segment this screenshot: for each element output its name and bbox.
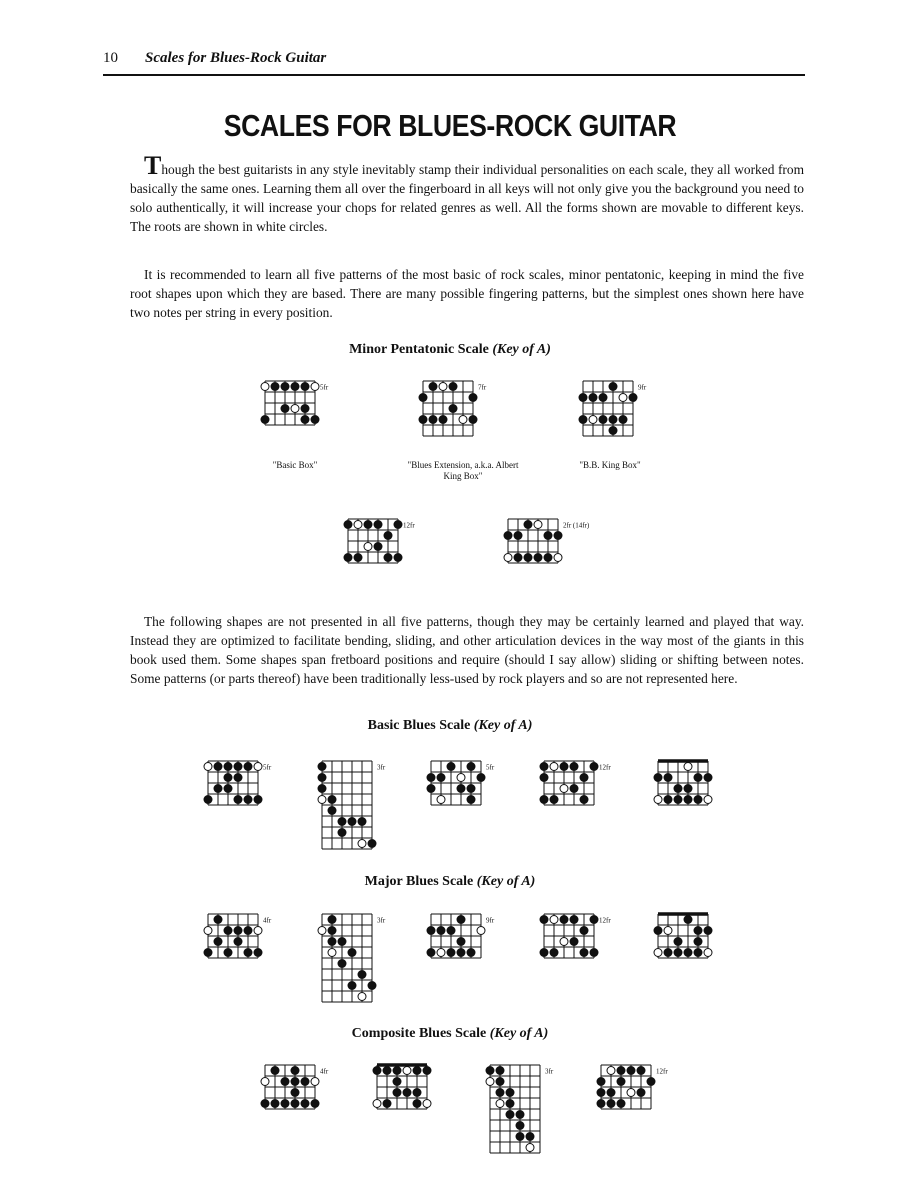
section-name: Minor Pentatonic Scale <box>349 342 493 357</box>
root-note-dot <box>254 763 262 771</box>
scale-note-dot <box>664 796 672 804</box>
scale-note-dot <box>374 543 382 551</box>
scale-note-dot <box>674 938 682 946</box>
drop-cap: T <box>144 151 162 180</box>
root-note-dot <box>607 1067 615 1075</box>
scale-note-dot <box>609 383 617 391</box>
scale-note-dot <box>540 774 548 782</box>
scale-note-dot <box>368 982 376 990</box>
scale-note-dot <box>437 774 445 782</box>
scale-note-dot <box>684 785 692 793</box>
root-note-dot <box>486 1078 494 1086</box>
scale-note-dot <box>413 1100 421 1108</box>
scale-note-dot <box>637 1067 645 1075</box>
root-note-dot <box>654 796 662 804</box>
scale-note-dot <box>579 394 587 402</box>
chord-diagram-comp4 <box>596 1060 698 1114</box>
scale-note-dot <box>467 796 475 804</box>
scale-note-dot <box>540 763 548 771</box>
root-note-dot <box>311 383 319 391</box>
scale-note-dot <box>291 1067 299 1075</box>
root-note-dot <box>291 405 299 413</box>
scale-note-dot <box>496 1078 504 1086</box>
scale-note-dot <box>526 1133 534 1141</box>
scale-note-dot <box>617 1078 625 1086</box>
scale-note-dot <box>427 785 435 793</box>
scale-note-dot <box>384 554 392 562</box>
scale-note-dot <box>654 774 662 782</box>
root-note-dot <box>704 796 712 804</box>
scale-note-dot <box>580 774 588 782</box>
scale-note-dot <box>516 1133 524 1141</box>
scale-note-dot <box>338 829 346 837</box>
page-title: SCALES FOR BLUES-ROCK GUITAR <box>223 108 677 143</box>
root-note-dot <box>403 1067 411 1075</box>
fret-position-label: 4fr <box>320 1067 329 1076</box>
scale-note-dot <box>469 394 477 402</box>
scale-note-dot <box>419 394 427 402</box>
scale-note-dot <box>654 927 662 935</box>
scale-note-dot <box>524 521 532 529</box>
root-note-dot <box>457 774 465 782</box>
scale-note-dot <box>647 1078 655 1086</box>
scale-note-dot <box>674 796 682 804</box>
scale-note-dot <box>617 1100 625 1108</box>
scale-note-dot <box>383 1100 391 1108</box>
scale-note-dot <box>328 916 336 924</box>
scale-note-dot <box>358 971 366 979</box>
scale-note-dot <box>413 1067 421 1075</box>
scale-note-dot <box>271 1067 279 1075</box>
scale-note-dot <box>301 1100 309 1108</box>
scale-note-dot <box>429 383 437 391</box>
scale-note-dot <box>597 1078 605 1086</box>
root-note-dot <box>654 949 662 957</box>
scale-note-dot <box>534 554 542 562</box>
scale-note-dot <box>224 949 232 957</box>
scale-note-dot <box>449 383 457 391</box>
fret-position-label: 9fr <box>486 916 495 925</box>
scale-note-dot <box>364 521 372 529</box>
root-note-dot <box>358 993 366 1001</box>
chord-diagram-major2 <box>317 909 419 1007</box>
chord-diagram-comp2 <box>372 1060 474 1114</box>
root-note-dot <box>619 394 627 402</box>
scale-note-dot <box>664 949 672 957</box>
scale-note-dot <box>348 982 356 990</box>
scale-note-dot <box>311 416 319 424</box>
scale-note-dot <box>419 416 427 424</box>
scale-note-dot <box>544 532 552 540</box>
scale-note-dot <box>244 763 252 771</box>
scale-note-dot <box>204 796 212 804</box>
scale-note-dot <box>449 405 457 413</box>
scale-note-dot <box>338 818 346 826</box>
chord-diagram-comp3 <box>485 1060 587 1158</box>
scale-note-dot <box>664 774 672 782</box>
scale-note-dot <box>597 1089 605 1097</box>
scale-note-dot <box>570 763 578 771</box>
scale-note-dot <box>254 796 262 804</box>
chord-diagram-comp1 <box>260 1060 362 1114</box>
section-key: (Key of A) <box>492 342 551 357</box>
caption-albert-king-box: "Blues Extension, a.k.a. Albert King Box" <box>407 460 519 481</box>
fret-position-label: 3fr <box>545 1067 554 1076</box>
scale-note-dot <box>291 1089 299 1097</box>
root-note-dot <box>204 927 212 935</box>
chord-diagram-pent4 <box>343 514 445 568</box>
scale-note-dot <box>427 949 435 957</box>
scale-note-dot <box>619 416 627 424</box>
scale-note-dot <box>477 774 485 782</box>
root-note-dot <box>364 543 372 551</box>
scale-note-dot <box>338 960 346 968</box>
section-name: Major Blues Scale <box>364 874 477 889</box>
scale-note-dot <box>704 774 712 782</box>
scale-note-dot <box>550 949 558 957</box>
root-note-dot <box>437 796 445 804</box>
root-note-dot <box>684 763 692 771</box>
scale-note-dot <box>597 1100 605 1108</box>
scale-note-dot <box>427 774 435 782</box>
root-note-dot <box>358 840 366 848</box>
root-note-dot <box>318 927 326 935</box>
root-note-dot <box>373 1100 381 1108</box>
scale-note-dot <box>550 796 558 804</box>
scale-note-dot <box>291 383 299 391</box>
scale-note-dot <box>328 796 336 804</box>
scale-note-dot <box>348 949 356 957</box>
scale-note-dot <box>214 916 222 924</box>
scale-note-dot <box>629 394 637 402</box>
scale-note-dot <box>514 532 522 540</box>
chord-diagram-basic4 <box>539 756 641 810</box>
chord-diagram-major3 <box>426 909 528 963</box>
scale-note-dot <box>301 1078 309 1086</box>
fret-position-label: 12fr <box>656 1067 668 1076</box>
root-note-dot <box>261 1078 269 1086</box>
scale-note-dot <box>394 554 402 562</box>
page-number: 10 <box>103 50 118 66</box>
root-note-dot <box>328 949 336 957</box>
scale-note-dot <box>694 949 702 957</box>
scale-note-dot <box>580 796 588 804</box>
chord-diagram-major4 <box>539 909 641 963</box>
scale-note-dot <box>637 1089 645 1097</box>
scale-note-dot <box>506 1089 514 1097</box>
scale-note-dot <box>384 532 392 540</box>
scale-note-dot <box>439 416 447 424</box>
root-note-dot <box>477 927 485 935</box>
root-note-dot <box>560 785 568 793</box>
scale-note-dot <box>617 1067 625 1075</box>
scale-note-dot <box>486 1067 494 1075</box>
chord-diagram-pent3 <box>578 376 680 441</box>
scale-note-dot <box>214 785 222 793</box>
scale-note-dot <box>447 763 455 771</box>
caption-basic-box: "Basic Box" <box>272 460 318 470</box>
scale-note-dot <box>291 1078 299 1086</box>
root-note-dot <box>254 927 262 935</box>
fret-position-label: 12fr <box>599 763 611 772</box>
fret-position-label: 5fr <box>320 383 329 392</box>
chord-diagram-basic2 <box>317 756 419 854</box>
section-title-major-blues <box>0 874 900 890</box>
section-key: (Key of A) <box>473 718 533 733</box>
scale-note-dot <box>504 532 512 540</box>
scale-note-dot <box>261 1100 269 1108</box>
scale-note-dot <box>318 774 326 782</box>
scale-note-dot <box>291 1100 299 1108</box>
scale-note-dot <box>271 383 279 391</box>
root-note-dot <box>704 949 712 957</box>
scale-note-dot <box>589 394 597 402</box>
scale-note-dot <box>599 416 607 424</box>
scale-note-dot <box>271 1100 279 1108</box>
fret-position-label: 7fr <box>478 383 487 392</box>
root-note-dot <box>437 949 445 957</box>
section-key: (Key of A) <box>476 874 536 889</box>
scale-note-dot <box>540 916 548 924</box>
scale-note-dot <box>261 416 269 424</box>
scale-note-dot <box>684 916 692 924</box>
scale-note-dot <box>447 949 455 957</box>
scale-note-dot <box>254 949 262 957</box>
scale-note-dot <box>467 949 475 957</box>
intro-paragraph-1-text: hough the best guitarists in any style inevitably stamp their individual personalities on each scale, they all worked from basically the same ones. Learning them all over the fingerboard in all keys will not only give you the background you need to solo authentically, it will increase your chops for related genres as well. All the forms shown are movable to different keys. The roots are shown in white circles. <box>130 162 804 234</box>
fret-position-label: 4fr <box>263 916 272 925</box>
scale-note-dot <box>580 927 588 935</box>
fret-position-label: 5fr <box>486 763 495 772</box>
chord-diagram-basic3 <box>426 756 528 810</box>
section-title-composite-blues <box>0 1026 900 1042</box>
scale-note-dot <box>694 938 702 946</box>
scale-note-dot <box>393 1067 401 1075</box>
scale-note-dot <box>469 416 477 424</box>
scale-note-dot <box>368 840 376 848</box>
scale-note-dot <box>234 763 242 771</box>
scale-note-dot <box>348 818 356 826</box>
root-note-dot <box>554 554 562 562</box>
scale-note-dot <box>579 416 587 424</box>
scale-note-dot <box>570 785 578 793</box>
scale-note-dot <box>496 1089 504 1097</box>
scale-note-dot <box>560 763 568 771</box>
root-note-dot <box>560 938 568 946</box>
scale-note-dot <box>224 763 232 771</box>
scale-note-dot <box>516 1122 524 1130</box>
caption-bb-king-box: "B.B. King Box" <box>579 460 641 470</box>
section-title-minor-pentatonic <box>0 342 900 358</box>
chord-diagram-basic5 <box>653 756 755 810</box>
fret-position-label: 3fr <box>377 916 386 925</box>
scale-note-dot <box>373 1067 381 1075</box>
scale-note-dot <box>607 1089 615 1097</box>
scale-note-dot <box>447 927 455 935</box>
scale-note-dot <box>694 796 702 804</box>
root-note-dot <box>534 521 542 529</box>
chord-diagram-pent5 <box>503 514 605 568</box>
scale-note-dot <box>437 927 445 935</box>
scale-note-dot <box>457 785 465 793</box>
root-note-dot <box>423 1100 431 1108</box>
scale-note-dot <box>514 554 522 562</box>
root-note-dot <box>459 416 467 424</box>
scale-note-dot <box>560 916 568 924</box>
root-note-dot <box>550 763 558 771</box>
fret-position-label: 3fr <box>377 763 386 772</box>
running-head <box>103 50 805 76</box>
scale-note-dot <box>457 938 465 946</box>
section-name: Composite Blues Scale <box>351 1026 490 1041</box>
scale-note-dot <box>570 916 578 924</box>
scale-note-dot <box>704 927 712 935</box>
scale-note-dot <box>204 949 212 957</box>
scale-note-dot <box>311 1100 319 1108</box>
scale-note-dot <box>423 1067 431 1075</box>
scale-note-dot <box>580 949 588 957</box>
scale-note-dot <box>281 1078 289 1086</box>
scale-note-dot <box>413 1089 421 1097</box>
fret-position-label: 2fr (14fr) <box>563 521 590 530</box>
scale-note-dot <box>590 763 598 771</box>
scale-note-dot <box>301 405 309 413</box>
fret-position-label: 5fr <box>263 763 272 772</box>
scale-note-dot <box>281 1100 289 1108</box>
scale-note-dot <box>694 774 702 782</box>
scale-note-dot <box>506 1111 514 1119</box>
root-note-dot <box>354 521 362 529</box>
scale-note-dot <box>234 927 242 935</box>
fret-position-label: 9fr <box>638 383 647 392</box>
scale-note-dot <box>281 405 289 413</box>
scale-note-dot <box>214 938 222 946</box>
scale-note-dot <box>609 427 617 435</box>
scale-note-dot <box>244 949 252 957</box>
scale-note-dot <box>301 416 309 424</box>
scale-note-dot <box>570 938 578 946</box>
scale-note-dot <box>674 949 682 957</box>
scale-note-dot <box>590 916 598 924</box>
scale-note-dot <box>234 774 242 782</box>
chord-diagram-pent2 <box>418 376 520 441</box>
scale-note-dot <box>234 938 242 946</box>
scale-note-dot <box>374 521 382 529</box>
scale-note-dot <box>524 554 532 562</box>
section-title-basic-blues <box>0 718 900 734</box>
scale-note-dot <box>234 796 242 804</box>
scale-note-dot <box>393 1089 401 1097</box>
chord-diagram-pent1 <box>260 376 362 430</box>
scale-note-dot <box>694 927 702 935</box>
scale-note-dot <box>328 938 336 946</box>
root-note-dot <box>311 1078 319 1086</box>
scale-note-dot <box>590 949 598 957</box>
scale-note-dot <box>599 394 607 402</box>
root-note-dot <box>627 1089 635 1097</box>
scale-note-dot <box>224 927 232 935</box>
scale-note-dot <box>427 927 435 935</box>
scale-note-dot <box>318 763 326 771</box>
scale-note-dot <box>344 521 352 529</box>
root-note-dot <box>526 1144 534 1152</box>
scale-note-dot <box>224 774 232 782</box>
scale-note-dot <box>328 927 336 935</box>
root-note-dot <box>439 383 447 391</box>
scale-note-dot <box>609 416 617 424</box>
scale-note-dot <box>224 785 232 793</box>
scale-note-dot <box>516 1111 524 1119</box>
fret-position-label: 12fr <box>599 916 611 925</box>
scale-note-dot <box>354 554 362 562</box>
running-title: Scales for Blues-Rock Guitar <box>145 50 327 66</box>
root-note-dot <box>318 796 326 804</box>
scale-note-dot <box>328 807 336 815</box>
scale-note-dot <box>318 785 326 793</box>
scale-note-dot <box>544 554 552 562</box>
scale-note-dot <box>358 818 366 826</box>
root-note-dot <box>204 763 212 771</box>
chord-diagram-major1 <box>203 909 305 963</box>
scale-note-dot <box>627 1067 635 1075</box>
scale-note-dot <box>244 927 252 935</box>
scale-note-dot <box>554 532 562 540</box>
following-paragraph: The following shapes are not presented in all five patterns, though they may be certainly learned and played that way. Instead they are optimized to facilitate bending, sliding, and other articulation devices in the way most of the giants in this book used them. Some shapes span fretboard positions and require (should I say allow) sliding or shifting between notes. Some patterns (or parts thereof) have been traditionally less-used by rock players and so are not represented here. <box>130 614 804 686</box>
scale-note-dot <box>429 416 437 424</box>
scale-note-dot <box>281 383 289 391</box>
scale-note-dot <box>684 796 692 804</box>
scale-note-dot <box>338 938 346 946</box>
scale-note-dot <box>214 763 222 771</box>
scale-note-dot <box>506 1100 514 1108</box>
section-key: (Key of A) <box>489 1026 549 1041</box>
root-note-dot <box>261 383 269 391</box>
intro-paragraph-2: It is recommended to learn all five patterns of the most basic of rock scales, minor pentatonic, keeping in mind the five root shapes upon which they are based. There are many possible fingering patterns, but the simplest ones shown here have two notes per string in every position. <box>130 267 804 320</box>
fret-position-label: 12fr <box>403 521 415 530</box>
scale-note-dot <box>393 1078 401 1086</box>
scale-note-dot <box>403 1089 411 1097</box>
root-note-dot <box>504 554 512 562</box>
scale-note-dot <box>457 916 465 924</box>
intro-paragraph-1 <box>130 151 804 236</box>
root-note-dot <box>589 416 597 424</box>
scale-note-dot <box>394 521 402 529</box>
scale-note-dot <box>496 1067 504 1075</box>
scale-note-dot <box>344 554 352 562</box>
scale-note-dot <box>540 796 548 804</box>
scale-note-dot <box>457 949 465 957</box>
root-note-dot <box>664 927 672 935</box>
scale-note-dot <box>301 383 309 391</box>
scale-note-dot <box>540 949 548 957</box>
scale-note-dot <box>684 949 692 957</box>
scale-note-dot <box>674 785 682 793</box>
section-name: Basic Blues Scale <box>367 718 474 733</box>
chord-diagram-basic1 <box>203 756 305 810</box>
scale-note-dot <box>467 785 475 793</box>
scale-note-dot <box>467 763 475 771</box>
chord-diagram-major5 <box>653 909 755 963</box>
scale-note-dot <box>607 1100 615 1108</box>
scale-note-dot <box>383 1067 391 1075</box>
root-note-dot <box>550 916 558 924</box>
scale-note-dot <box>244 796 252 804</box>
root-note-dot <box>496 1100 504 1108</box>
